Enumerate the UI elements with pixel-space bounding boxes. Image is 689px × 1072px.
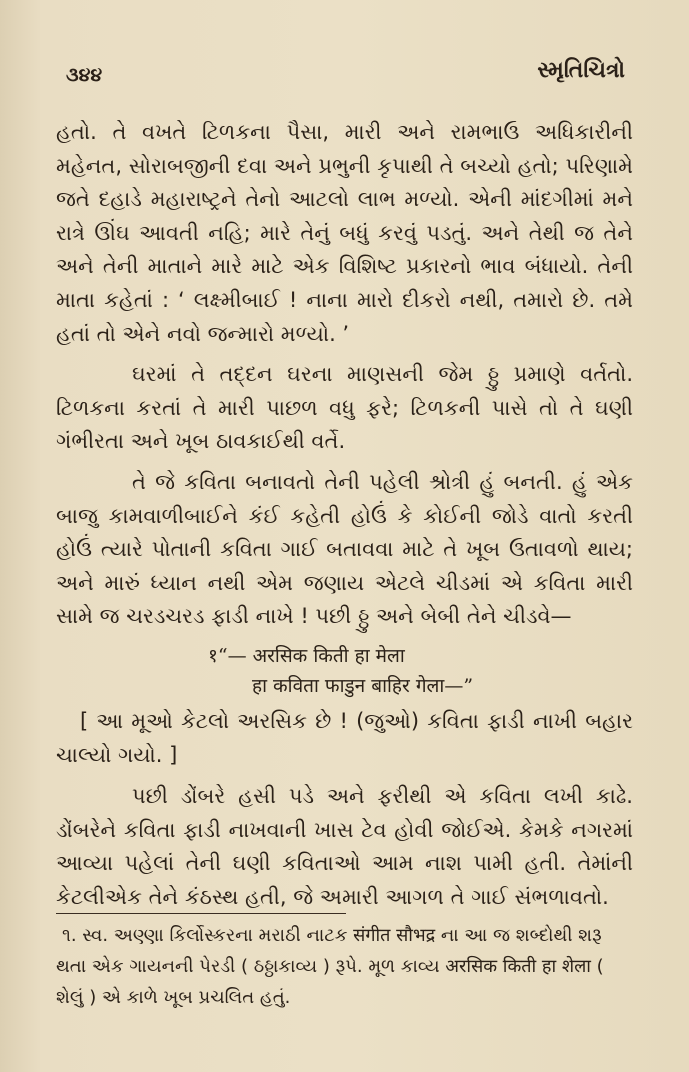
footnote-text: ૧. સ્વ. અણ્ણા કિર્લોસ્કરના મરાઠી નાટક संगीत सौभद्र ના આ જ શબ્દોથી શરૂ થતા એક ગાયનની પેરડી ( ઠઠ્ઠાકાવ્ય ) રૂપે. મૂળ કાવ્ય अरसिक किती हा शेला ( શેલું ) એ કાળે ખૂબ પ્રચલિત હતું.: [56, 925, 604, 1008]
paragraph-1: હતો. તે વખતે ટિળકના પૈસા, મારી અને રામભાઉ અધિકારીની મહેનત, સોરાબજીની દવા અને પ્રભુની કૃપાથી તે બચ્યો હતો; પરિણામે જતે દહાડે મહારાષ્ટ્રને તેનો આટલો લાભ મળ્યો. એની માંદગીમાં મને રાત્રે ઊંઘ આવતી નહિ; મારે તેનું બધું કરવું પડતું. અને તેથી જ તેને અને તેની માતાને મારે માટે એક વિશિષ્ટ પ્રકારનો ભાવ બંધાયો. તેની માતા કહેતાં : ‘ લક્ષ્મીબાઈ ! નાના મારો દીકરો નથી, તમારો છે. તમે હતાં તો એને નવો જન્મારો મળ્યો. ’: [56, 120, 633, 346]
footnote: [56, 920, 633, 1013]
verse-line-2: हा कविता फाडुन बाहिर गेला—”: [252, 674, 474, 697]
verse-translation: [ આ મૂઓ કેટલો અરસિક છે ! (જુઓ) કવિતા ફાડી નાખી બહાર ચાલ્યો ગયો. ]: [56, 708, 633, 767]
page-header: [66, 56, 625, 90]
footnote-rule: [56, 913, 346, 914]
body-text: [56, 116, 633, 921]
running-title: સ્મૃતિચિત્રો: [537, 58, 625, 83]
verse-line-1: १“— अरसिक किती हा मेला: [208, 644, 405, 667]
paragraph-2: ઘરમાં તે તદ્દન ઘરના માણસની જેમ ઠ્ઠુ પ્રમાણે વર્તતો. ટિળકના કરતાં તે મારી પાછળ વધુ ફરે; ટિળકની પાસે તો તે ઘણી ગંભીરતા અને ખૂબ ઠાવકાઈથી વર્તે.: [56, 362, 633, 454]
page-number: ૩૪૪: [66, 64, 103, 86]
paragraph-3: તે જે કવિતા બનાવતો તેની પહેલી શ્રોત્રી હું બનતી. હું એક બાજુ કામવાળીબાઈને કંઈ કહેતી હોઉં કે કોઈની જોડે વાતો કરતી હોઉં ત્યારે પોતાની કવિતા ગાઈ બતાવવા માટે તે ખૂબ ઉતાવળો થાય; અને મારું ધ્યાન નથી એમ જણાય એટલે ચીડમાં એ કવિતા મારી સામે જ ચરડચરડ ફાડી નાખે ! પછી ઠ્ઠુ અને બેબી તેને ચીડવે—: [56, 469, 633, 629]
paragraph-4: પછી ડોંબરે હસી પડે અને ફરીથી એ કવિતા લખી કાઢે. ડોંબરેને કવિતા ફાડી નાખવાની ખાસ ટેવ હોવી જોઈએ. કેમકે નગરમાં આવ્યા પહેલાં તેની ઘણી કવિતાઓ આમ નાશ પામી હતી. તેમાંની કેટલીએક તેને કંઠસ્થ હતી, જે અમારી આગળ તે ગાઈ સંભળાવતો.: [56, 784, 633, 909]
